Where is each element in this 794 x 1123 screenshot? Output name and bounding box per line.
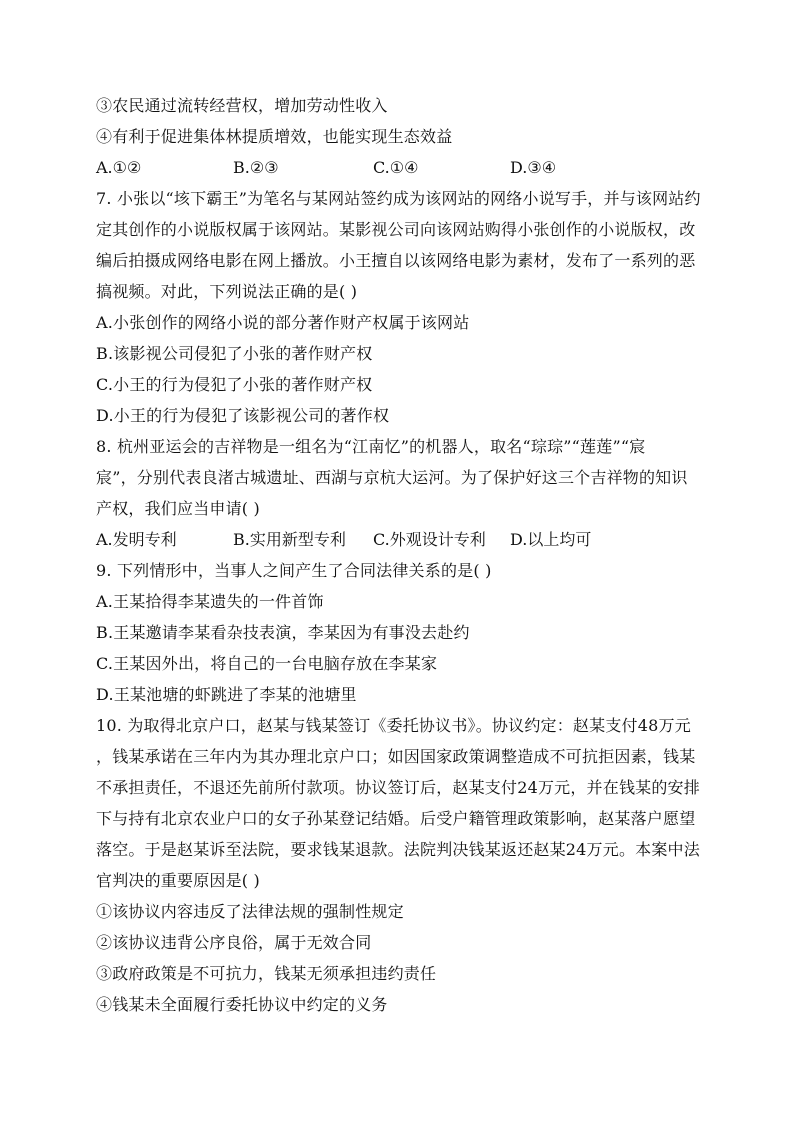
q10-item-2: ②该协议违背公序良俗，属于无效合同 <box>96 933 372 952</box>
q6-item-4: ④有利于促进集体林提质增效，也能实现生态效益 <box>96 127 453 146</box>
q7-option-c: C.小王的行为侵犯了小张的著作财产权 <box>96 375 373 394</box>
q7-stem-line-2: 定其创作的小说版权属于该网站。某影视公司向该网站购得小张创作的小说版权，改 <box>96 220 696 239</box>
q6-option-b: B.②③ <box>233 158 279 177</box>
q6-item-3: ③农民通过流转经营权，增加劳动性收入 <box>96 96 388 115</box>
q8-stem-line-2: 宸”，分别代表良渚古城遗址、西湖与京杭大运河。为了保护好这三个吉祥物的知识 <box>96 468 688 487</box>
q6-option-d: D.③④ <box>510 158 557 177</box>
q10-item-1: ①该协议内容违反了法律法规的强制性规定 <box>96 902 404 921</box>
q8-option-d: D.以上均可 <box>510 530 592 549</box>
q9-option-c: C.王某因外出，将自己的一台电脑存放在李某家 <box>96 654 438 673</box>
q9-option-a: A.王某拾得李某遗失的一件首饰 <box>96 592 324 611</box>
q10-stem-line-4: 下与持有北京农业户口的女子孙某登记结婚。后受户籍管理政策影响，赵某落户愿望 <box>96 809 696 828</box>
q6-option-a: A.①② <box>96 158 142 177</box>
q7-stem-line-4: 搞视频。对此，下列说法正确的是( ) <box>96 282 358 301</box>
q10-stem-line-6: 官判决的重要原因是( ) <box>96 871 260 890</box>
q8-stem-line-1: 8. 杭州亚运会的吉祥物是一组名为“江南忆”的机器人，取名“琮琮”“莲莲”“宸 <box>96 437 646 456</box>
q6-option-c: C.①④ <box>373 158 419 177</box>
q7-option-d: D.小王的行为侵犯了该影视公司的著作权 <box>96 406 390 425</box>
q10-stem-line-2: ，钱某承诺在三年内为其办理北京户口；如因国家政策调整造成不可抗拒因素，钱某 <box>96 747 696 766</box>
q10-stem-line-5: 落空。于是赵某诉至法院，要求钱某退款。法院判决钱某返还赵某24万元。本案中法 <box>96 840 700 859</box>
q10-item-3: ③政府政策是不可抗力，钱某无须承担违约责任 <box>96 964 437 983</box>
q8-option-a: A.发明专利 <box>96 530 177 549</box>
q10-stem-line-3: 不承担责任，不退还先前所付款项。协议签订后，赵某支付24万元，并在钱某的安排 <box>96 778 700 797</box>
q10-item-4: ④钱某未全面履行委托协议中约定的义务 <box>96 995 388 1014</box>
q8-option-c: C.外观设计专利 <box>373 530 486 549</box>
q9-option-b: B.王某邀请李某看杂技表演，李某因为有事没去赴约 <box>96 623 470 642</box>
q7-stem-line-1: 7. 小张以“垓下霸王”为笔名与某网站签约成为该网站的网络小说写手，并与该网站约 <box>96 189 701 208</box>
q10-stem-line-1: 10. 为取得北京户口，赵某与钱某签订《委托协议书》。协议约定：赵某支付48万元 <box>96 716 691 735</box>
q7-option-a: A.小张创作的网络小说的部分著作财产权属于该网站 <box>96 313 470 332</box>
q7-stem-line-3: 编后拍摄成网络电影在网上播放。小王擅自以该网络电影为素材，发布了一系列的恶 <box>96 251 696 270</box>
q8-option-b: B.实用新型专利 <box>233 530 346 549</box>
q8-stem-line-3: 产权，我们应当申请( ) <box>96 499 260 518</box>
q7-option-b: B.该影视公司侵犯了小张的著作财产权 <box>96 344 373 363</box>
q9-option-d: D.王某池塘的虾跳进了李某的池塘里 <box>96 685 357 704</box>
q9-stem-line-1: 9. 下列情形中，当事人之间产生了合同法律关系的是( ) <box>96 561 492 580</box>
